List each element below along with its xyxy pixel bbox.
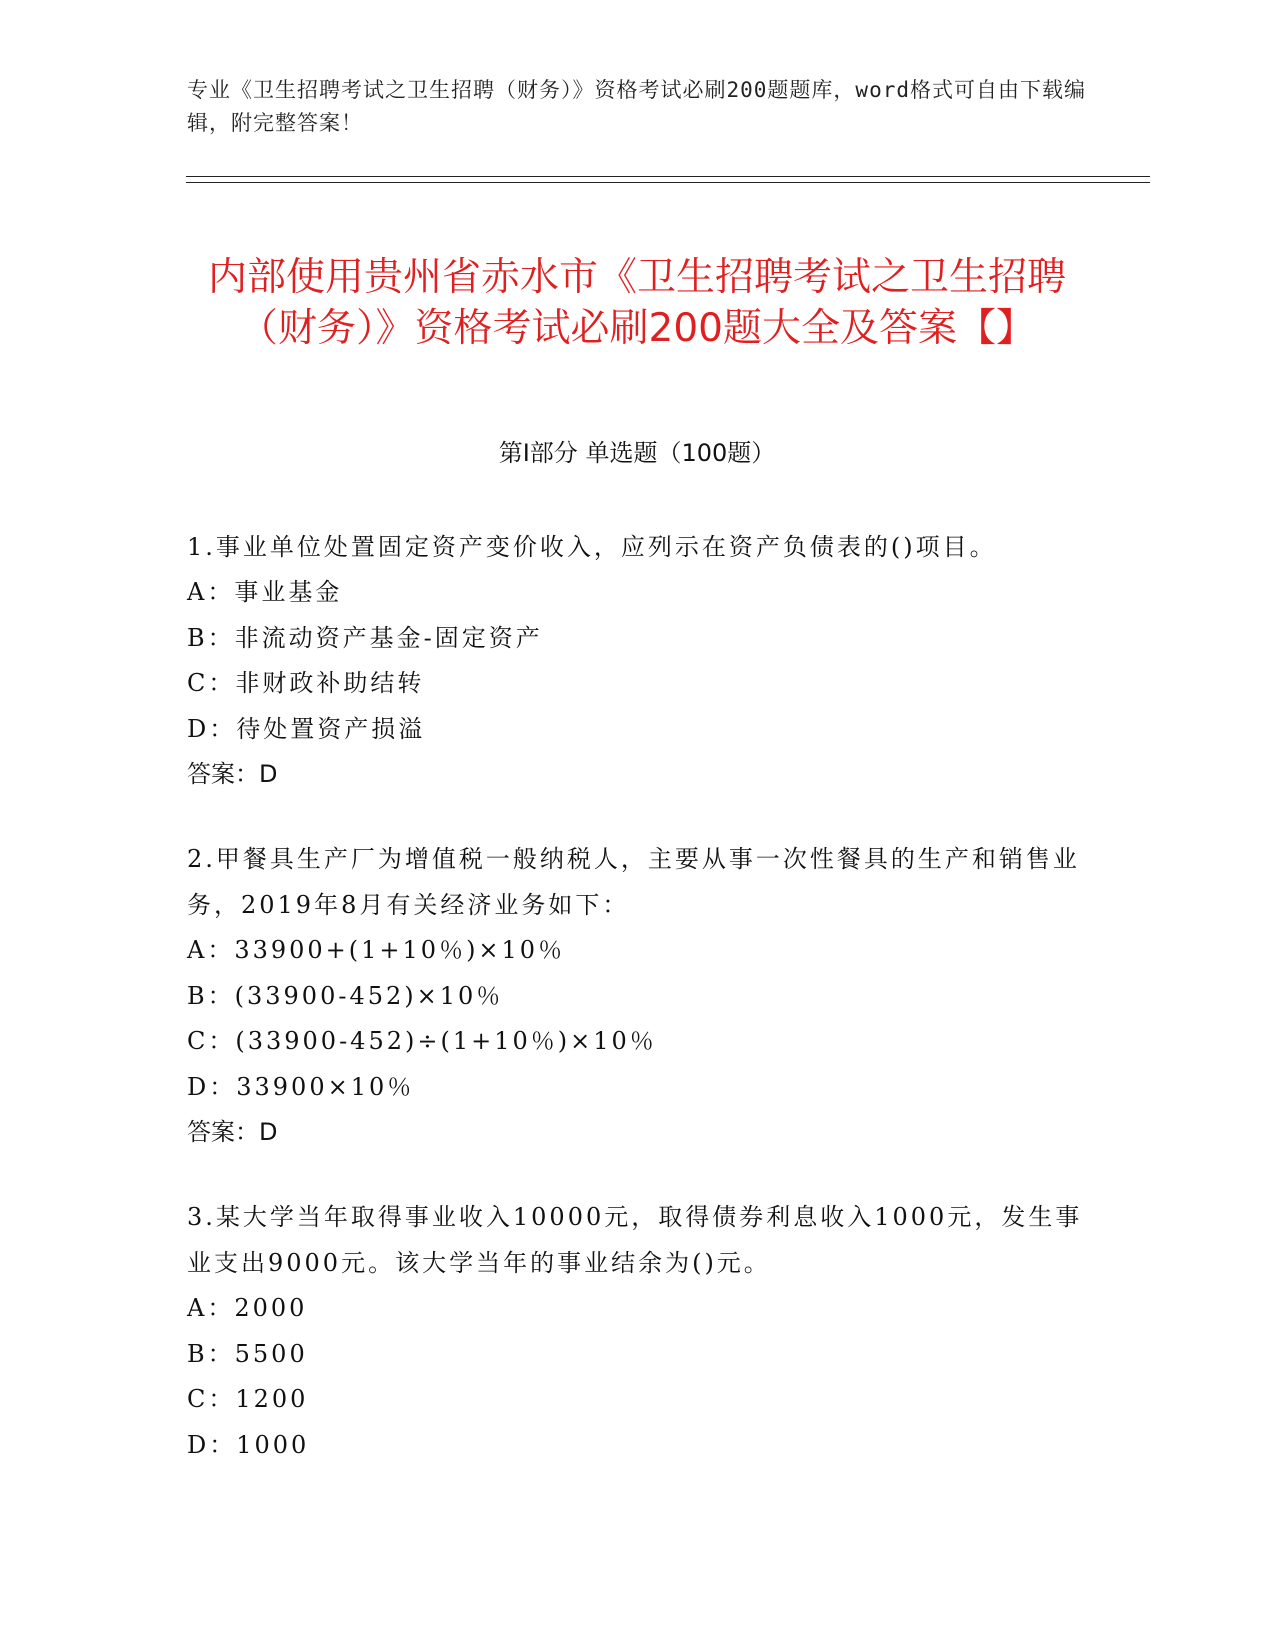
question-3 <box>187 1194 1087 1468</box>
header-rule-top <box>186 176 1150 177</box>
answer: 答案：D <box>187 760 278 788</box>
option-a: A：2000 <box>187 1294 308 1322</box>
question-list <box>187 524 1087 1508</box>
option-d: D：33900×10％ <box>187 1072 415 1101</box>
question-stem: 2.甲餐具生产厂为增值税一般纳税人，主要从事一次性餐具的生产和销售业务，2019年8月有关经济业务如下： <box>187 845 1080 919</box>
option-b: B：非流动资产基金-固定资产 <box>187 623 543 652</box>
header-note: 专业《卫生招聘考试之卫生招聘（财务）》资格考试必刷200题题库，word格式可自由下载编辑，附完整答案！ <box>187 78 1086 135</box>
option-b: B：(33900-452)×10％ <box>187 981 504 1010</box>
answer: 答案：D <box>187 1118 278 1146</box>
question-stem: 3.某大学当年取得事业收入10000元，取得债券利息收入1000元，发生事业支出9000元。该大学当年的事业结余为()元。 <box>187 1203 1083 1277</box>
document-title: 内部使用贵州省赤水市《卫生招聘考试之卫生招聘（财务）》资格考试必刷200题大全及答案【】 <box>207 255 1066 352</box>
option-c: C：(33900-452)÷(1+10％)×10％ <box>187 1027 657 1055</box>
option-d: D：1000 <box>187 1430 310 1459</box>
option-d: D：待处置资产损溢 <box>187 714 426 743</box>
section-title: 第Ⅰ部分 单选题（100题） <box>498 439 776 467</box>
option-a: A：事业基金 <box>187 578 343 606</box>
option-a: A：33900+(1+10％)×10％ <box>187 936 566 964</box>
question-2 <box>187 836 1087 1154</box>
question-stem: 1.事业单位处置固定资产变价收入，应列示在资产负债表的()项目。 <box>187 533 997 561</box>
option-c: C：非财政补助结转 <box>187 669 425 697</box>
question-1 <box>187 524 1087 796</box>
header-rule-bottom <box>186 182 1150 183</box>
option-c: C：1200 <box>187 1385 309 1413</box>
option-b: B：5500 <box>187 1339 308 1368</box>
